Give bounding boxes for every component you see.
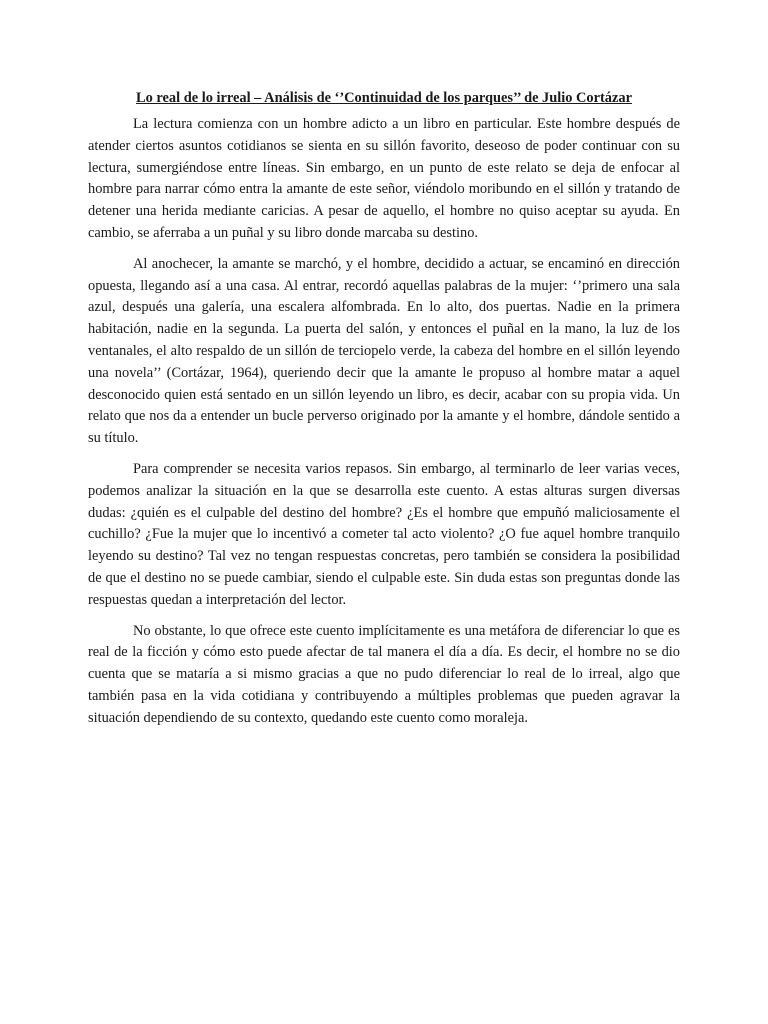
paragraph-3: Para comprender se necesita varios repasos. Sin embargo, al terminarlo de leer varias veces, podemos analizar la situación en la que se desarrolla este cuento. A estas alturas surgen diversas dudas: ¿quién es el culpable del destino del hombre? ¿Es el hombre que empuñó maliciosamente el cuchillo? ¿Fue la mujer que lo incentivó a cometer tal acto violento? ¿O fue aquel hombre tranquilo leyendo su destino? Tal vez no tengan respuestas concretas, pero también se considera la posibilidad de que el destino no se puede cambiar, siendo el culpable este. Sin duda estas son preguntas donde las respuestas quedan a interpretación del lector. [88, 460, 680, 608]
paragraph-2: Al anochecer, la amante se marchó, y el hombre, decidido a actuar, se encaminó en dirección opuesta, llegando así a una casa. Al entrar, recordó aquellas palabras de la mujer: ‘’primero una sala azul, después una galería, una escalera alfombrada. En lo alto, dos puertas. Nadie en la primera habitación, nadie en la segunda. La puerta del salón, y entonces el puñal en la mano, la luz de los ventanales, el alto respaldo de un sillón de terciopelo verde, la cabeza del hombre en el sillón leyendo una novela’’ (Cortázar, 1964), queriendo decir que la amante le propuso al hombre matar a aquel desconocido quien está sentado en un sillón leyendo un libro, es decir, acabar con su propia vida. Un relato que nos da a entender un bucle perverso originado por la amante y el hombre, dándole sentido a su título. [88, 255, 680, 447]
paragraph-4: No obstante, lo que ofrece este cuento implícitamente es una metáfora de diferenciar lo que es real de la ficción y cómo esto puede afectar de tal manera el día a día. Es decir, el hombre no se dio cuenta que se mataría a si mismo gracias a que no pudo diferenciar lo real de lo irreal, algo que también pasa en la vida cotidiana y contribuyendo a múltiples problemas que pueden agravar la situación dependiendo de su contexto, quedando este cuento como moraleja. [88, 622, 680, 726]
document-title: Lo real de lo irreal – Análisis de ‘’Continuidad de los parques’’ de Julio Cortázar [136, 90, 632, 106]
document-page [88, 88, 680, 739]
paragraph-1: La lectura comienza con un hombre adicto a un libro en particular. Este hombre después de atender ciertos asuntos cotidianos se sienta en su sillón favorito, deseoso de poder continuar con su lectura, sumergiéndose entre líneas. Sin embargo, en un punto de este relato se deja de enfocar al hombre para narrar cómo entra la amante de este señor, viéndolo moribundo en el sillón y tratando de detener una herida mediante caricias. A pesar de aquello, el hombre no quiso aceptar su ayuda. En cambio, se aferraba a un puñal y su libro donde marcaba su destino. [88, 116, 680, 241]
